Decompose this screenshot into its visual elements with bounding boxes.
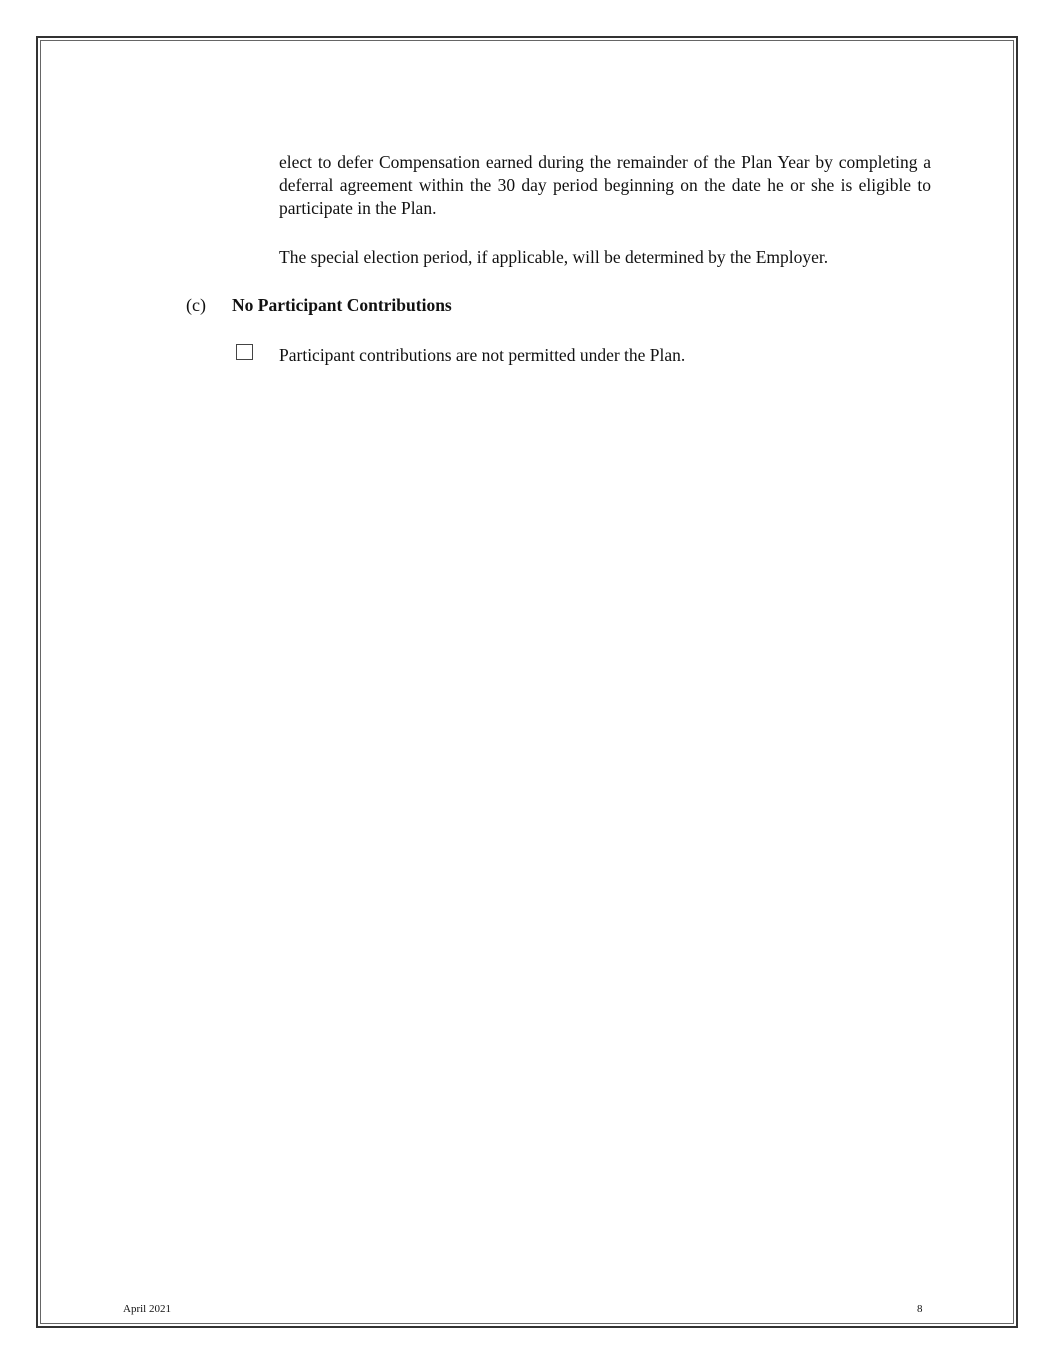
body-paragraph-special-election: The special election period, if applicable, will be determined by the Employer. <box>279 247 829 267</box>
section-heading: No Participant Contributions <box>232 295 452 315</box>
page-border-inner <box>40 40 1014 1324</box>
footer-date: April 2021 <box>123 1303 171 1315</box>
footer-page-number: 8 <box>917 1303 923 1315</box>
body-paragraph-election: elect to defer Compensation earned during the remainder of the Plan Year by completing a deferral agreement within the 30 day period beginning on the date he or she is eligible to participate in the Plan. <box>279 152 931 218</box>
no-contributions-checkbox[interactable] <box>236 344 253 360</box>
section-label: (c) <box>186 295 206 315</box>
no-contributions-option-text: Participant contributions are not permitted under the Plan. <box>279 345 686 365</box>
